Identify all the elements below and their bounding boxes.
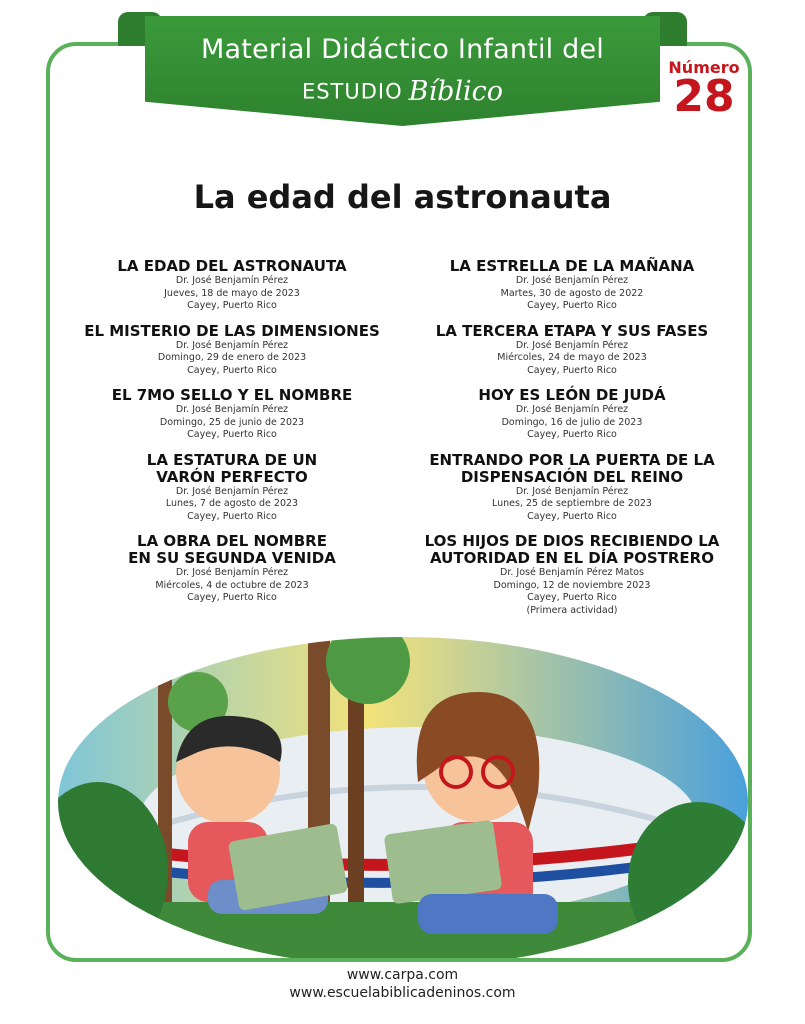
issue-badge: [664, 58, 744, 122]
entry-place: Cayey, Puerto Rico: [187, 510, 277, 522]
entry-date: Domingo, 25 de junio de 2023: [159, 416, 305, 428]
list-item: [62, 387, 402, 442]
list-item: [62, 452, 402, 524]
header-word-estudio: ESTUDIO: [301, 79, 403, 104]
entry-title: LA OBRA DEL NOMBRE EN SU SEGUNDA VENIDA: [128, 532, 336, 567]
list-item: [402, 387, 742, 442]
entry-author: Dr. José Benjamín Pérez: [515, 485, 629, 497]
entry-date: Miércoles, 24 de mayo de 2023: [497, 352, 647, 363]
issue-label: Número: [668, 58, 740, 77]
entry-author: Dr. José Benjamín Pérez: [515, 275, 629, 286]
entry-author: Dr. José Benjamín Pérez: [175, 275, 289, 286]
list-item: [402, 258, 742, 313]
entry-author: Dr. José Benjamín Pérez: [175, 339, 289, 351]
list-item: [62, 258, 402, 313]
entry-title: LOS HIJOS DE DIOS RECIBIENDO LA AUTORIDAD EN EL DÍA POSTRERO: [424, 532, 720, 567]
entry-place: Cayey, Puerto Rico: [187, 592, 277, 603]
entry-note: (Primera actividad): [526, 604, 618, 616]
right-column: [402, 258, 742, 627]
entry-place: Cayey, Puerto Rico: [527, 429, 617, 440]
entry-date: Lunes, 25 de septiembre de 2023: [492, 498, 652, 509]
entry-place: Cayey, Puerto Rico: [187, 429, 277, 440]
entry-author: Dr. José Benjamín Pérez: [175, 404, 289, 415]
list-item: [402, 323, 742, 378]
entry-author: Dr. José Benjamín Pérez: [515, 404, 629, 415]
entry-title: LA ESTATURA DE UN VARÓN PERFECTO: [146, 450, 318, 486]
entry-title: LA EDAD DEL ASTRONAUTA: [117, 257, 347, 275]
header-title-line1: Material Didáctico Infantil del: [201, 34, 604, 65]
header-title-line2: [145, 76, 660, 107]
header-word-biblico: Bíblico: [408, 76, 504, 107]
entry-place: Cayey, Puerto Rico: [187, 300, 277, 311]
list-item: [402, 452, 742, 524]
entry-date: Domingo, 16 de julio de 2023: [501, 416, 643, 428]
entry-date: Miércoles, 4 de octubre de 2023: [155, 579, 309, 591]
entry-title: LA ESTRELLA DE LA MAÑANA: [449, 257, 695, 275]
entry-author: Dr. José Benjamín Pérez: [175, 567, 289, 578]
entry-title: LA TERCERA ETAPA Y SUS FASES: [435, 321, 709, 340]
list-item: [62, 533, 402, 605]
footer: [0, 966, 805, 1002]
entry-date: Lunes, 7 de agosto de 2023: [165, 498, 299, 509]
entry-date: Martes, 30 de agosto de 2022: [500, 287, 644, 299]
illustration-svg: [58, 632, 748, 958]
list-item: [402, 533, 742, 617]
entry-title: EL 7MO SELLO Y EL NOMBRE: [111, 386, 353, 404]
entry-place: Cayey, Puerto Rico: [527, 300, 617, 311]
entry-place: Cayey, Puerto Rico: [187, 364, 277, 376]
entry-date: Domingo, 29 de enero de 2023: [157, 352, 307, 363]
left-column: [62, 258, 402, 615]
entry-place: Cayey, Puerto Rico: [527, 592, 617, 603]
list-item: [62, 323, 402, 378]
entry-date: Jueves, 18 de mayo de 2023: [164, 287, 300, 299]
entry-author: Dr. José Benjamín Pérez: [175, 485, 289, 497]
entry-title: HOY ES LEÓN DE JUDÁ: [478, 386, 666, 404]
illustration-children-reading: [58, 632, 748, 958]
entry-place: Cayey, Puerto Rico: [527, 364, 617, 376]
entry-author: Dr. José Benjamín Pérez Matos: [500, 567, 644, 578]
entry-author: Dr. José Benjamín Pérez: [515, 339, 629, 351]
entry-title: EL MISTERIO DE LAS DIMENSIONES: [84, 321, 380, 340]
entry-place: Cayey, Puerto Rico: [527, 510, 617, 522]
page-title: La edad del astronauta: [193, 178, 612, 216]
entry-date: Domingo, 12 de noviembre 2023: [493, 579, 651, 591]
footer-url-carpa[interactable]: www.carpa.com: [346, 967, 459, 983]
entry-title: ENTRANDO POR LA PUERTA DE LA DISPENSACIÓN DEL REINO: [429, 450, 715, 486]
issue-number: 28: [673, 71, 735, 122]
footer-url-escuela[interactable]: www.escuelabiblicadeninos.com: [289, 985, 516, 1001]
